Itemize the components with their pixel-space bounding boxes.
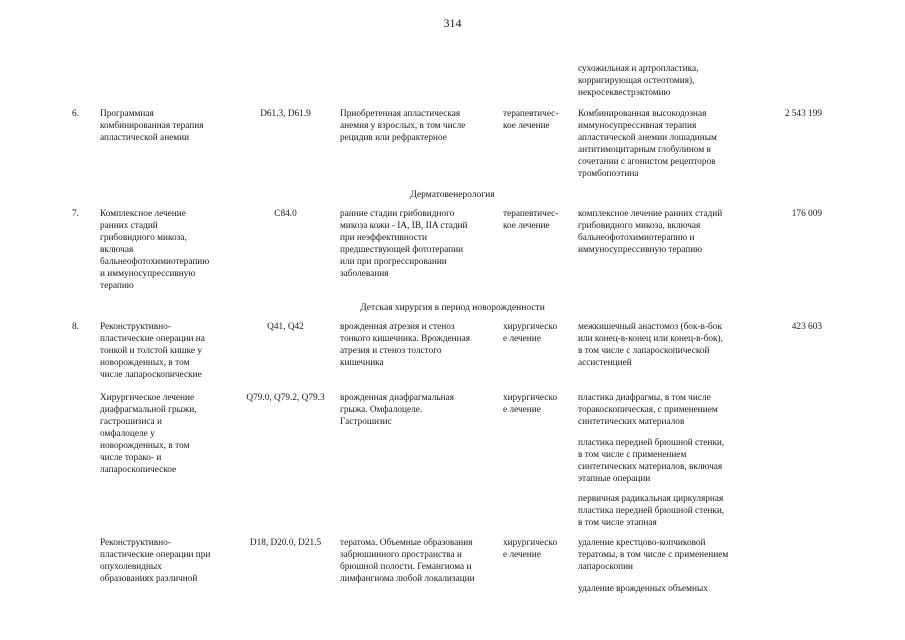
row-model: Приобретенная апластическая анемия у взрослых, в том числе рецидив или рефрактерное [340,109,466,143]
row-treatment-type: терапевтичес- кое лечение [503,109,559,131]
row-treatment-type: терапевтичес- кое лечение [503,209,559,231]
section-title-pediatric-surgery: Детская хирургия в период новорожденности [360,303,545,313]
row-codes: Q41, Q42 [267,322,304,332]
section-title-dermatology: Дерматовенерология [410,190,495,200]
row-model: ранние стадии грибовидного микоза кожи - IA, IB, IIA стадий при неэффективности предшествующей фототерапии или при прогрессировании заболевания [340,209,468,279]
row-method: удаление крестцово-копчиковой тератомы, в том числе с применением лапароскопии [578,538,729,572]
row-model: врожденная атрезия и стеноз тонкого кишечника. Врожденная атрезия и стеноз толстого кишечника [340,322,471,368]
row-name: Реконструктивно- пластические операции на тонкой и толстой кишке у новорожденных, в том числе лапароскопические [100,322,205,380]
row-number: 7. [72,209,79,219]
row-codes: D61.3, D61.9 [260,109,311,119]
row-method: первичная радикальная циркулярная пластика передней брюшной стенки, в том числе этапная [578,494,725,528]
row-treatment-type: хирургическо е лечение [503,393,558,415]
row-name: Комплексное лечение ранних стадий грибовидного микоза, включая бальнеофотохимиотерапию и иммуносупрессивную терапию [100,209,210,291]
row-treatment-type: хирургическо е лечение [503,538,558,560]
row-codes: Q79.0, Q79.2, Q79.3 [246,393,325,403]
row-name: Хирургическое лечение диафрагмальной грыжи, гастрошизиса и омфалоцеле у новорожденных, в том числе торако- и лапароскопическое [100,393,197,475]
page-number: 314 [443,16,462,30]
row-model: тератома. Объемные образования забрюшинного пространства и брюшной полости. Гемангиома и лимфангиома любой локализации [340,538,475,584]
row-method: пластика передней брюшной стенки, в том числе с применением синтетических материалов, включая этапные операции [578,438,725,484]
row-name: Программная комбинированная терапия апластической анемии [100,109,204,143]
row-treatment-type: хирургическо е лечение [503,322,558,344]
row-method: удаление врожденных объемных [578,584,708,594]
row-number: 8. [72,322,79,332]
row-model: врожденная диафрагмальная грыжа. Омфалоцеле. Гастрошизис [340,393,455,427]
row-method: пластика диафрагмы, в том числе торакоскопическая, с применением синтетических материалов [578,393,718,427]
row-method: межкишечный анастомоз (бок-в-бок или конец-в-конец или конец-в-бок), в том числе с лапароскопической ассистенцией [578,322,723,368]
row-number: 6. [72,109,79,119]
row-price: 2 543 199 [784,109,822,119]
row-price: 176 009 [791,209,822,219]
row-method: Комбинированная высокодозная иммуносупрессивная терапия апластической анемии лошадиным антитимоцитарным глобулином в сочетании с агонистом рецепторов тромбопоэтина [578,109,717,179]
row-price: 423 603 [791,322,822,332]
row-name: Реконструктивно- пластические операции при опухолевидных образованиях различной [100,538,211,584]
row-codes: C84.0 [274,209,297,219]
continuation-method-text: сухожильная и артропластика, корригирующая остеотомия), некросеквестрэктомию [578,64,699,98]
row-codes: D18, D20.0, D21.5 [249,538,322,548]
row-method: комплексное лечение ранних стадий грибовидного микоза, включая бальнеофотохимиотерапию и иммуносупрессивную терапию [578,209,723,255]
